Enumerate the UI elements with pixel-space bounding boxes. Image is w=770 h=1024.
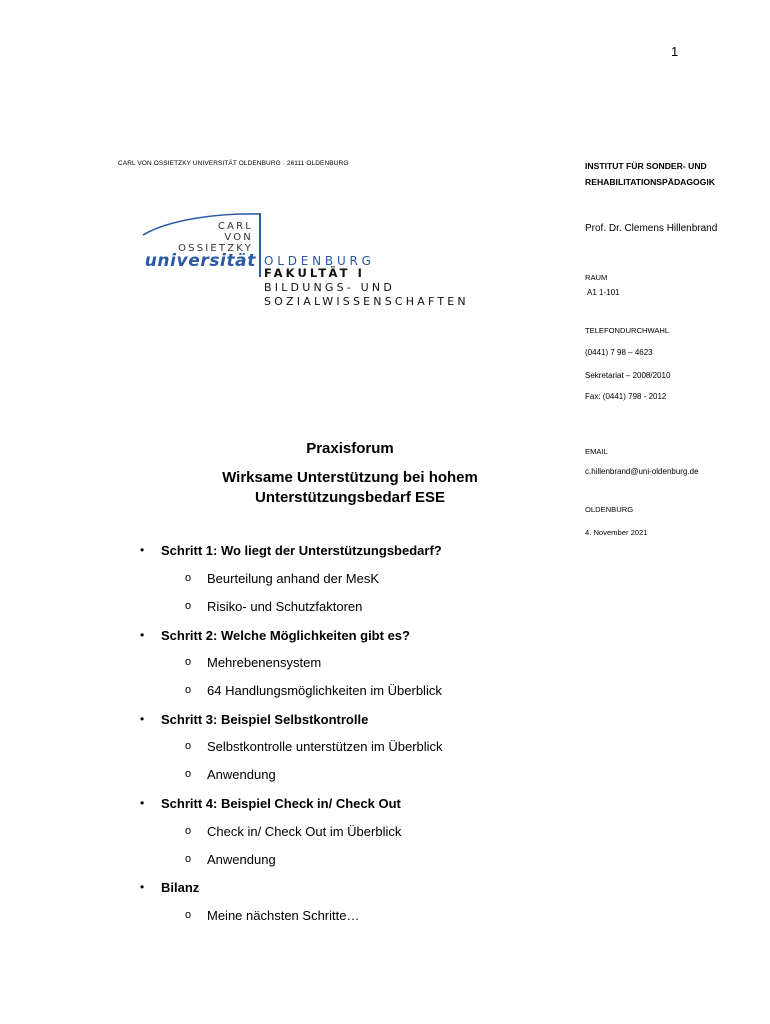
sub-marker: o	[185, 600, 192, 612]
letter-date: 4. November 2021	[585, 528, 648, 537]
room-label: RAUM	[585, 273, 608, 282]
logo-word-von: VON	[224, 232, 253, 243]
agenda-subitem: Mehrebenensystem	[207, 655, 322, 670]
agenda-subitem: Risiko- und Schutzfaktoren	[207, 599, 363, 614]
institute-line-2: REHABILITATIONSPÄDAGOGIK	[585, 177, 716, 187]
agenda-subitem: Anwendung	[207, 852, 276, 867]
sub-marker: o	[185, 909, 192, 921]
subtitle-line-1: Wirksame Unterstützung bei hohem	[222, 469, 478, 486]
agenda-subitem: Meine nächsten Schritte…	[207, 908, 360, 923]
bullet-marker: •	[140, 543, 145, 557]
subtitle-line-2: Unterstützungsbedarf ESE	[254, 489, 446, 506]
phone-label: TELEFONDURCHWAHL	[585, 326, 670, 335]
agenda-subitem: Selbstkontrolle unterstützen im Überblick	[207, 739, 443, 754]
logo-word-ossietzky: OSSIETZKY	[178, 243, 253, 254]
sub-marker: o	[185, 656, 192, 668]
agenda-item: Schritt 2: Welche Möglichkeiten gibt es?	[161, 628, 410, 643]
email-label: EMAIL	[585, 447, 608, 456]
sub-marker: o	[185, 853, 192, 865]
bullet-marker: •	[140, 628, 145, 642]
sub-marker: o	[185, 684, 192, 696]
city: OLDENBURG	[585, 505, 634, 514]
sub-marker: o	[185, 768, 192, 780]
professor-name: Prof. Dr. Clemens Hillenbrand	[585, 223, 718, 234]
bullet-marker: •	[140, 796, 145, 810]
secretariat-phone: Sekretariat – 2008/2010	[585, 371, 671, 380]
bullet-marker: •	[140, 712, 145, 726]
logo-word-universitaet: universität	[144, 251, 256, 271]
agenda-subitem: Check in/ Check Out im Überblick	[207, 824, 402, 839]
fax-number: Fax: (0441) 798 - 2012	[585, 392, 667, 401]
logo-word-sozial: SOZIALWISSENSCHAFTEN	[264, 295, 469, 308]
sender-address-line: CARL VON OSSIETZKY UNIVERSITÄT OLDENBURG · 26111 OLDENBURG	[118, 160, 349, 167]
email-link[interactable]: c.hillenbrand@uni-oldenburg.de	[585, 467, 699, 476]
logo-word-bildungs: BILDUNGS- UND	[264, 281, 395, 294]
sub-marker: o	[185, 572, 192, 584]
logo-word-oldenburg: OLDENBURG	[264, 254, 375, 268]
agenda-item: Schritt 3: Beispiel Selbstkontrolle	[161, 712, 369, 727]
sub-marker: o	[185, 740, 192, 752]
agenda-subitem: Beurteilung anhand der MesK	[207, 571, 380, 586]
agenda-item: Bilanz	[161, 880, 200, 895]
institute-line-1: INSTITUT FÜR SONDER- UND	[585, 161, 707, 171]
agenda-subitem: 64 Handlungsmöglichkeiten im Überblick	[207, 683, 442, 698]
agenda-item: Schritt 4: Beispiel Check in/ Check Out	[161, 796, 401, 811]
document-title: Praxisforum	[306, 440, 394, 457]
page-number: 1	[671, 44, 679, 59]
agenda-subitem: Anwendung	[207, 767, 276, 782]
agenda-item: Schritt 1: Wo liegt der Unterstützungsbedarf?	[161, 543, 442, 558]
room-value: A1 1-101	[587, 288, 620, 297]
logo-word-carl: CARL	[217, 221, 253, 232]
logo-word-fakultaet: FAKULTÄT I	[264, 266, 365, 280]
phone-value: (0441) 7 98 – 4623	[585, 348, 653, 357]
sub-marker: o	[185, 825, 192, 837]
bullet-marker: •	[140, 880, 145, 894]
